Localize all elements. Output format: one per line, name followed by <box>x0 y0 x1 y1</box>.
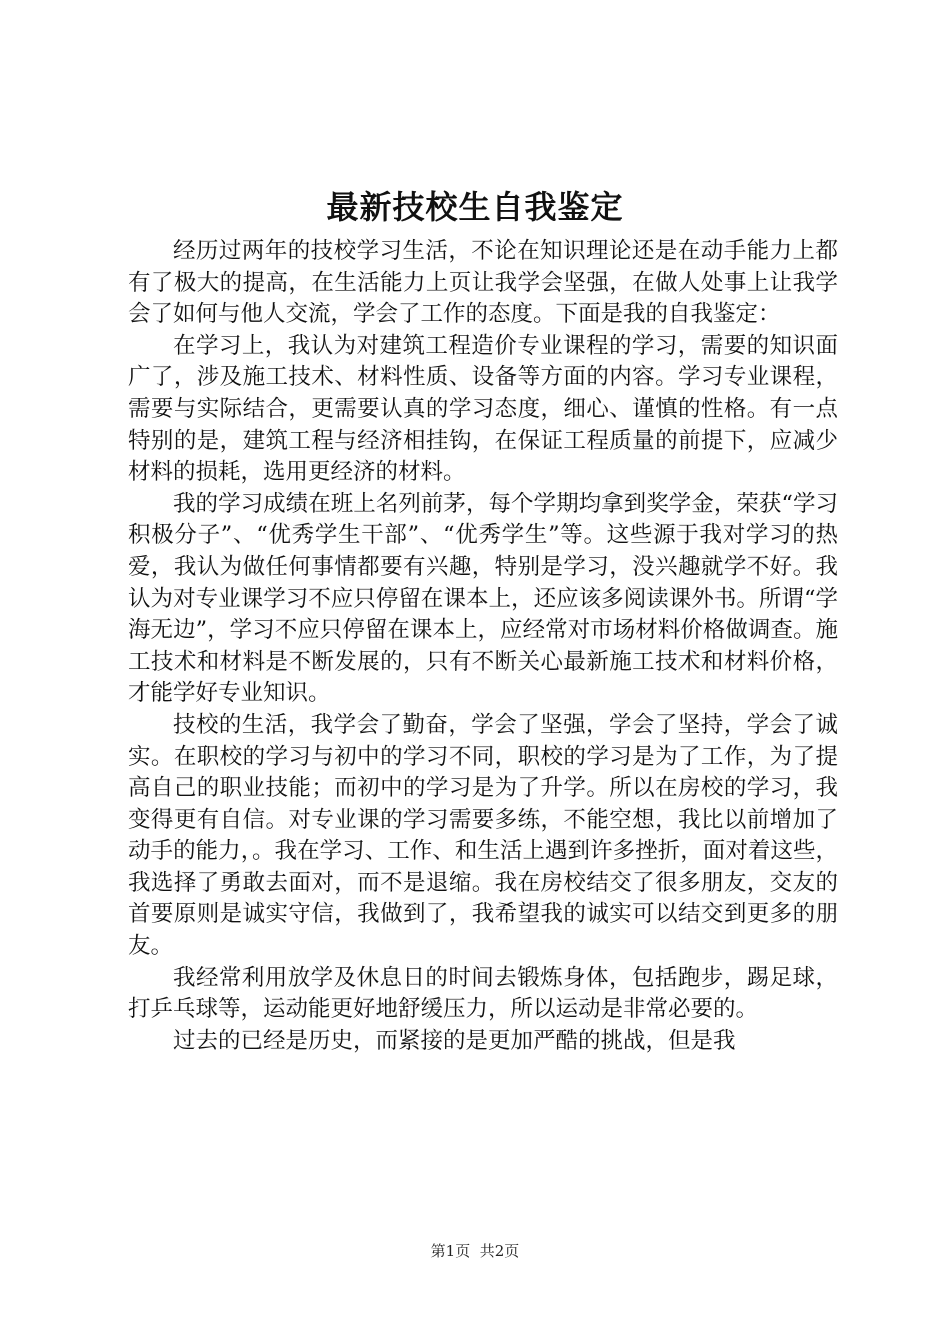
paragraph: 过去的已经是历史，而紧接的是更加严酷的挑战，但是我 <box>173 1027 736 1054</box>
paragraph: 技校的生活，我学会了勤奋，学会了坚强，学会了坚持，学会了诚实。在职校的学习与初中的学习不同，职校的学习是为了工作，为了提高自己的职业技能；而初中的学习是为了升学。所以在房校的学习，我变得更有自信。对专业课的学习需要多练，不能空想，我比以前增加了动手的能力，。我在学习、工作、和生活上遇到许多挫折，面对着这些，我选择了勇敢去面对，而不是退缩。我在房校结交了很多朋友，交友的首要原则是诚实守信，我做到了，我希望我的诚实可以结交到更多的朋友。 <box>128 711 838 960</box>
paragraph: 在学习上，我认为对建筑工程造价专业课程的学习，需要的知识面广了，涉及施工技术、材料性质、设备等方面的内容。学习专业课程，需要与实际结合，更需要认真的学习态度，细心、谨慎的性格。有一点特别的是，建筑工程与经济相挂钩，在保证工程质量的前提下，应减少材料的损耗，选用更经济的材料。 <box>128 332 838 486</box>
page-footer <box>0 1241 950 1261</box>
page-total: 共2页 <box>479 1242 520 1260</box>
page-number: 第1页 <box>430 1242 471 1260</box>
paragraph: 我的学习成绩在班上名列前茅，每个学期均拿到奖学金，荣获“学习积极分子”、“优秀学生干部”、“优秀学生”等。这些源于我对学习的热爱，我认为做任何事情都要有兴趣，特别是学习，没兴趣就学不好。我认为对专业课学习不应只停留在课本上，还应该多阅读课外书。所谓“学海无边”，学习不应只停留在课本上，应经常对市场材料价格做调查。施工技术和材料是不断发展的，只有不断关心最新施工技术和材料价格，才能学好专业知识。 <box>128 490 838 707</box>
document-body <box>128 236 838 1057</box>
paragraph: 经历过两年的技校学习生活，不论在知识理论还是在动手能力上都有了极大的提高，在生活能力上页让我学会坚强，在做人处事上让我学会了如何与他人交流，学会了工作的态度。下面是我的自我鉴定： <box>128 238 838 328</box>
document-title: 最新技校生自我鉴定 <box>326 188 624 226</box>
paragraph: 我经常利用放学及休息日的时间去锻炼身体，包括跑步，踢足球，打乒乓球等，运动能更好地舒缓压力，所以运动是非常必要的。 <box>128 964 838 1023</box>
